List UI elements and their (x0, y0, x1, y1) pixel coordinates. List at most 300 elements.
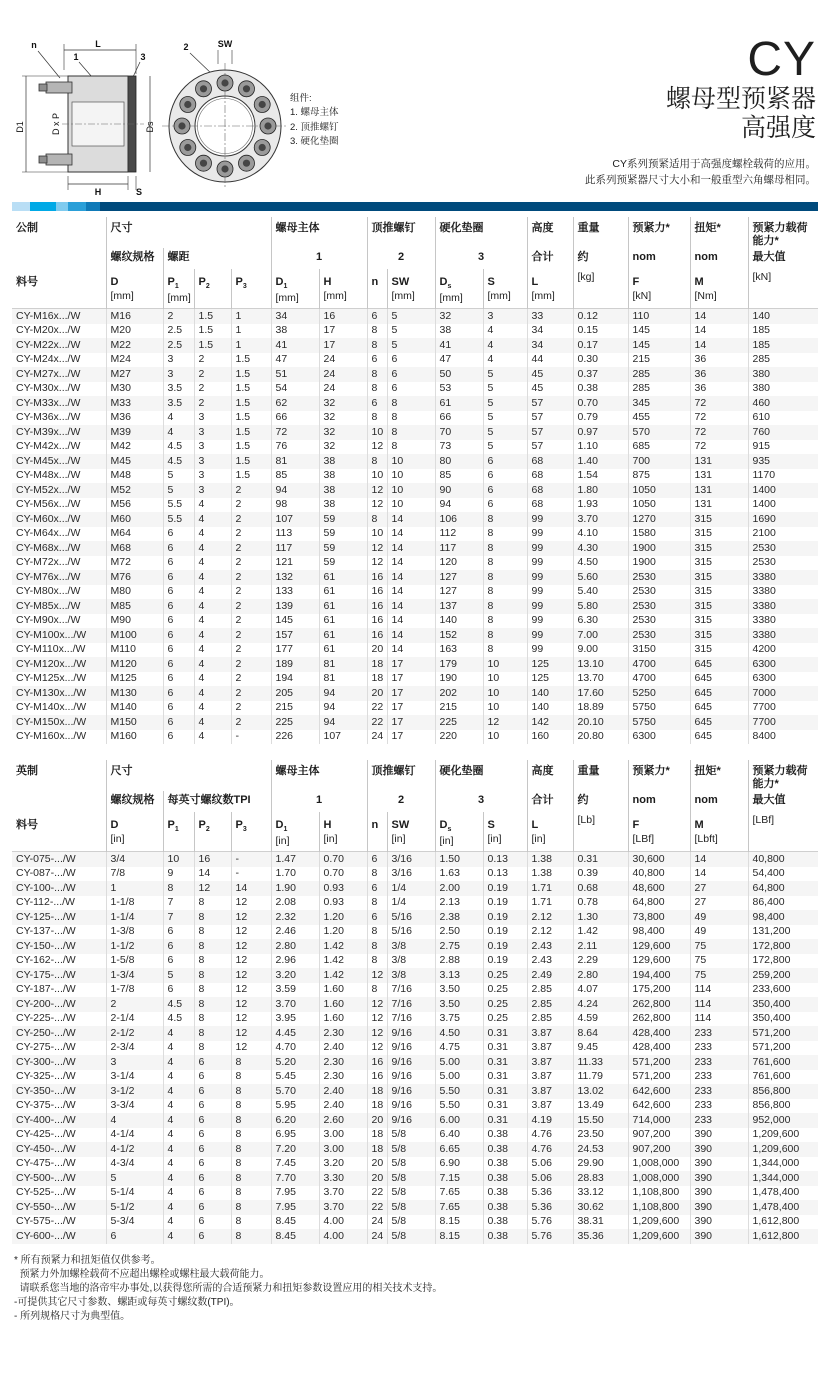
column-header-cell: SW [in] (387, 812, 435, 852)
table-cell: 4 (194, 556, 231, 571)
table-cell: 10 (163, 852, 194, 867)
table-cell: 6.95 (271, 1128, 319, 1143)
table-cell: 4200 (748, 643, 818, 658)
table-cell: 1.5 (231, 367, 271, 382)
table-cell: 6 (163, 614, 194, 629)
table-cell: 172,800 (748, 939, 818, 954)
table-cell: 12 (367, 498, 387, 513)
table-cell: 2.60 (319, 1113, 367, 1128)
table-cell: 57 (527, 440, 573, 455)
table-cell: 8 (483, 512, 527, 527)
table-cell: 1,612,800 (748, 1229, 818, 1244)
table-cell: 3380 (748, 585, 818, 600)
table-cell: 10 (387, 469, 435, 484)
table-cell: 1.5 (231, 411, 271, 426)
table-cell: 315 (690, 541, 748, 556)
table-cell: 5 (106, 1171, 163, 1186)
table-cell: 4.30 (573, 541, 628, 556)
header-group-cell: 预紧力载荷能力* (748, 217, 818, 248)
table-cell: 4 (163, 425, 194, 440)
table-cell: 41 (271, 338, 319, 353)
table-cell: CY-350-.../W (16, 1084, 76, 1097)
table-cell: - (231, 730, 271, 745)
table-cell: 571,200 (628, 1070, 690, 1085)
table-cell: 233 (690, 1113, 748, 1128)
table-cell: CY-M110x.../W (16, 643, 86, 656)
table-cell: 12 (231, 997, 271, 1012)
table-cell: 5/8 (387, 1142, 435, 1157)
table-cell: 0.31 (483, 1041, 527, 1056)
table-cell: 20 (367, 643, 387, 658)
table-row (12, 570, 818, 585)
table-cell: 875 (628, 469, 690, 484)
table-cell: 3 (163, 353, 194, 368)
table-row (12, 1128, 818, 1143)
dim-label-DxP: D x P (51, 112, 61, 136)
table-cell: CY-550-.../W (16, 1200, 76, 1213)
legend-item-2: 2. 顶推螺钉 (290, 121, 339, 133)
table-cell: CY-M72x.../W (16, 556, 81, 569)
table-row (12, 382, 818, 397)
table-cell: 24 (367, 1229, 387, 1244)
table-row (12, 701, 818, 716)
table-cell: 2 (231, 541, 271, 556)
table-row (12, 954, 818, 969)
table-cell: 5/8 (387, 1200, 435, 1215)
table-cell: 1.42 (319, 939, 367, 954)
table-cell: CY-M52x.../W (16, 483, 81, 496)
table-cell: 7.00 (573, 628, 628, 643)
series-description (585, 156, 816, 189)
table-row (12, 483, 818, 498)
table-cell: 12 (231, 1026, 271, 1041)
table-cell: CY-M120x.../W (16, 657, 87, 670)
table-cell: 10 (387, 498, 435, 513)
table-cell: 8 (194, 983, 231, 998)
table-cell: 2.50 (435, 925, 483, 940)
table-cell: CY-425-.../W (16, 1128, 76, 1141)
table-cell: 380 (748, 382, 818, 397)
table-cell: 1400 (748, 483, 818, 498)
table-cell: 17 (387, 715, 435, 730)
table-cell: 2 (231, 657, 271, 672)
table-cell: 761,600 (748, 1070, 818, 1085)
table-cell: 2.12 (527, 925, 573, 940)
table-cell: 935 (748, 454, 818, 469)
table-cell: 24.53 (573, 1142, 628, 1157)
table-cell: 1,209,600 (628, 1215, 690, 1230)
header-group-cell: 高度 (527, 217, 573, 248)
table-cell: 17.60 (573, 686, 628, 701)
table-cell: 2.12 (527, 910, 573, 925)
table-cell: 4 (163, 1128, 194, 1143)
table-cell: 225 (435, 715, 483, 730)
table-cell: 8 (367, 867, 387, 882)
table-cell: M36 (106, 411, 163, 426)
table-cell: 14 (690, 338, 748, 353)
table-cell: 40,800 (748, 852, 818, 867)
table-cell: 85 (271, 469, 319, 484)
table-cell: 3.87 (527, 1026, 573, 1041)
metric-table (12, 217, 818, 744)
series-subtitle: 螺母型预紧器 (665, 84, 816, 113)
table-cell: 12 (367, 1026, 387, 1041)
table-cell: 6 (163, 672, 194, 687)
table-cell: 1-5/8 (106, 954, 163, 969)
table-cell: 8 (483, 541, 527, 556)
table-cell: 0.31 (483, 1055, 527, 1070)
table-cell: 4 (483, 353, 527, 368)
table-cell: 2.32 (271, 910, 319, 925)
table-cell: 68 (527, 469, 573, 484)
table-cell: 4 (194, 643, 231, 658)
table-cell: 54 (271, 382, 319, 397)
table-cell: 1,209,600 (628, 1229, 690, 1244)
table-cell: 2 (231, 715, 271, 730)
table-cell: CY-087-.../W (16, 867, 76, 880)
table-cell: 6 (483, 498, 527, 513)
table-cell: 6 (194, 1055, 231, 1070)
table-cell: M45 (106, 454, 163, 469)
table-cell: 3380 (748, 628, 818, 643)
table-cell: 90 (435, 483, 483, 498)
table-cell: 3380 (748, 570, 818, 585)
table-cell: 5.95 (271, 1099, 319, 1114)
table-cell: 16 (319, 309, 367, 324)
table-cell: 2.13 (435, 896, 483, 911)
table-cell: 22 (367, 1200, 387, 1215)
table-cell: 760 (748, 425, 818, 440)
table-row (12, 396, 818, 411)
table-cell: CY-M27x.../W (16, 367, 81, 380)
table-cell: 5.00 (435, 1070, 483, 1085)
table-row (12, 1142, 818, 1157)
table-cell: 571,200 (748, 1026, 818, 1041)
table-cell: 125 (527, 657, 573, 672)
table-cell: 0.25 (483, 983, 527, 998)
header-group-cell (12, 791, 106, 812)
description-line-1: CY系列预紧适用于高强度螺栓载荷的应用。 (612, 157, 816, 170)
table-cell: 4.70 (271, 1041, 319, 1056)
table-cell: 4.50 (573, 556, 628, 571)
table-cell: CY-M130x.../W (16, 686, 87, 699)
table-cell: 61 (319, 628, 367, 643)
table-cell: 132 (271, 570, 319, 585)
table-cell: 4 (163, 1070, 194, 1085)
table-cell: 1.5 (194, 338, 231, 353)
table-cell: 4 (194, 657, 231, 672)
table-cell: 390 (690, 1142, 748, 1157)
table-cell: 3.50 (435, 983, 483, 998)
table-cell: 907,200 (628, 1128, 690, 1143)
table-cell: 2.30 (319, 1070, 367, 1085)
column-header-cell: S [mm] (483, 269, 527, 309)
table-row (12, 1157, 818, 1172)
table-cell: 16 (367, 599, 387, 614)
table-cell: 16 (367, 1070, 387, 1085)
table-cell: 9/16 (387, 1113, 435, 1128)
table-cell: 8 (231, 1215, 271, 1230)
table-cell: 6 (163, 701, 194, 716)
table-cell: 3 (194, 425, 231, 440)
table-cell: 12 (367, 997, 387, 1012)
table-cell: 7/16 (387, 997, 435, 1012)
table-cell: 64,800 (628, 896, 690, 911)
table-cell: 73,800 (628, 910, 690, 925)
table-cell: 6 (194, 1070, 231, 1085)
table-cell: 2530 (748, 541, 818, 556)
table-cell: 20 (367, 1157, 387, 1172)
table-cell: 114 (690, 997, 748, 1012)
table-cell: 315 (690, 614, 748, 629)
table-cell: 262,800 (628, 997, 690, 1012)
table-cell: 36 (690, 353, 748, 368)
table-cell: 38 (271, 324, 319, 339)
table-cell: 2.46 (271, 925, 319, 940)
table-cell: 13.49 (573, 1099, 628, 1114)
table-cell: - (231, 867, 271, 882)
table-cell: 4700 (628, 672, 690, 687)
table-cell: M24 (106, 353, 163, 368)
table-cell: 59 (319, 556, 367, 571)
table-cell: 1,008,000 (628, 1157, 690, 1172)
table-cell: 3.13 (435, 968, 483, 983)
table-cell: 1.5 (194, 309, 231, 324)
table-cell: 8 (367, 512, 387, 527)
table-row (12, 657, 818, 672)
table-cell: 390 (690, 1157, 748, 1172)
table-cell: 61 (319, 585, 367, 600)
table-row (12, 1026, 818, 1041)
footnote-line-4: -可提供其它尺寸参数、螺距或每英寸螺纹数(TPI)。 (14, 1296, 240, 1308)
table-cell: 5 (483, 367, 527, 382)
column-header-cell: S [in] (483, 812, 527, 852)
table-cell: 4 (163, 1171, 194, 1186)
table-cell: 1.38 (527, 852, 573, 867)
table-cell: 14 (387, 527, 435, 542)
table-cell: 761,600 (748, 1055, 818, 1070)
table-cell: 1.60 (319, 1012, 367, 1027)
table-cell: 8 (367, 983, 387, 998)
table-cell: 2.30 (319, 1055, 367, 1070)
header-group-cell: 最大值 (748, 791, 818, 812)
table-cell: 226 (271, 730, 319, 745)
header-group-cell: 重量 (573, 760, 628, 791)
table-cell: 8 (194, 896, 231, 911)
table-cell: CY-M24x.../W (16, 353, 81, 366)
table-cell: 2.80 (271, 939, 319, 954)
table-cell: 2100 (748, 527, 818, 542)
table-cell: 114 (690, 1012, 748, 1027)
table-cell: M140 (106, 701, 163, 716)
table-cell: 8 (367, 382, 387, 397)
table-cell: 4.10 (573, 527, 628, 542)
table-cell: 5 (483, 382, 527, 397)
table-cell: 44 (527, 353, 573, 368)
table-cell: 3-1/4 (106, 1070, 163, 1085)
table-cell: CY-475-.../W (16, 1157, 76, 1170)
table-cell: 0.97 (573, 425, 628, 440)
table-cell: 18 (367, 1084, 387, 1099)
table-cell: 131 (690, 454, 748, 469)
footnote-line-2: 预紧力外加螺栓载荷不应超出螺栓或螺柱最大载荷能力。 (14, 1268, 270, 1280)
table-cell: CY-500-.../W (16, 1171, 76, 1184)
table-row (12, 643, 818, 658)
table-cell: 17 (387, 657, 435, 672)
table-cell: CY-M76x.../W (16, 570, 81, 583)
header-group-cell: 扭矩* (690, 760, 748, 791)
column-header-cell: [kN] (748, 269, 818, 309)
table-cell: 85 (435, 469, 483, 484)
table-cell: 285 (628, 367, 690, 382)
table-cell: 9 (163, 867, 194, 882)
table-cell: 645 (690, 686, 748, 701)
table-cell: 220 (435, 730, 483, 745)
table-cell: 17 (319, 324, 367, 339)
table-cell: 8 (231, 1099, 271, 1114)
table-cell: 3-3/4 (106, 1099, 163, 1114)
table-cell: 6.30 (573, 614, 628, 629)
table-cell: 17 (387, 686, 435, 701)
table-cell: CY-400-.../W (16, 1113, 76, 1126)
table-cell: 125 (527, 672, 573, 687)
table-cell: CY-M85x.../W (16, 599, 81, 612)
header-group-cell: 螺距 (163, 248, 271, 269)
table-cell: 9.45 (573, 1041, 628, 1056)
table-cell: 3.70 (319, 1200, 367, 1215)
table-cell: 1,008,000 (628, 1171, 690, 1186)
table-cell: M90 (106, 614, 163, 629)
table-cell: 16 (367, 585, 387, 600)
table-cell: 40,800 (628, 867, 690, 882)
table-cell: 4.19 (527, 1113, 573, 1128)
table-cell: 8 (367, 324, 387, 339)
table-cell: 2 (194, 353, 231, 368)
table-cell: 3.5 (163, 396, 194, 411)
table-cell: 36 (690, 367, 748, 382)
table-cell: 13.70 (573, 672, 628, 687)
column-header-cell: D [in] (106, 812, 163, 852)
table-cell: 75 (690, 939, 748, 954)
table-cell: 8 (231, 1084, 271, 1099)
imperial-table (12, 760, 818, 1244)
table-cell: 1.5 (231, 425, 271, 440)
table-cell: 107 (271, 512, 319, 527)
column-header-cell: F [LBf] (628, 812, 690, 852)
table-cell: 315 (690, 527, 748, 542)
table-cell: 2.75 (435, 939, 483, 954)
table-cell: 7/8 (106, 867, 163, 882)
table-cell: 233 (690, 1099, 748, 1114)
table-row (12, 1229, 818, 1244)
table-cell: 8 (483, 614, 527, 629)
table-cell: CY-575-.../W (16, 1215, 76, 1228)
table-cell: 4 (194, 715, 231, 730)
table-cell: 215 (435, 701, 483, 716)
table-cell: 36 (690, 382, 748, 397)
table-cell: 8 (194, 968, 231, 983)
table-cell: 99 (527, 643, 573, 658)
table-cell: M22 (106, 338, 163, 353)
table-cell: 1,612,800 (748, 1215, 818, 1230)
table-cell: 14 (387, 556, 435, 571)
table-row (12, 1113, 818, 1128)
table-cell: 14 (387, 599, 435, 614)
table-cell: 22 (367, 701, 387, 716)
table-cell: M60 (106, 512, 163, 527)
table-cell: 7.70 (271, 1171, 319, 1186)
table-cell: 6.00 (435, 1113, 483, 1128)
table-cell: 1.71 (527, 881, 573, 896)
column-header-cell: n (367, 269, 387, 309)
table-cell: 0.68 (573, 881, 628, 896)
table-cell: 3 (194, 440, 231, 455)
table-cell: 110 (628, 309, 690, 324)
table-cell: 12 (194, 881, 231, 896)
table-cell: 262,800 (628, 1012, 690, 1027)
table-cell: 99 (527, 570, 573, 585)
table-cell: 1 (231, 324, 271, 339)
table-cell: 6 (163, 983, 194, 998)
table-cell: 8 (231, 1142, 271, 1157)
table-cell: 4.50 (435, 1026, 483, 1041)
table-cell: 645 (690, 730, 748, 745)
table-row (12, 338, 818, 353)
table-cell: 2.08 (271, 896, 319, 911)
table-cell: 1,108,800 (628, 1186, 690, 1201)
table-cell: 189 (271, 657, 319, 672)
table-cell: 18.89 (573, 701, 628, 716)
table-cell: 12 (231, 954, 271, 969)
table-cell: CY-M125x.../W (16, 672, 87, 685)
table-row (12, 715, 818, 730)
table-cell: 12 (231, 968, 271, 983)
table-cell: 315 (690, 570, 748, 585)
table-row (12, 672, 818, 687)
table-cell: 6 (194, 1215, 231, 1230)
table-cell: 3 (194, 469, 231, 484)
table-cell: CY-125-.../W (16, 910, 76, 923)
table-cell: 5.06 (527, 1157, 573, 1172)
table-cell: 2 (231, 614, 271, 629)
table-cell: 3 (194, 411, 231, 426)
column-header-cell: M [Nm] (690, 269, 748, 309)
table-cell: 27 (690, 896, 748, 911)
table-cell: 99 (527, 541, 573, 556)
table-cell: 57 (527, 425, 573, 440)
table-cell: CY-525-.../W (16, 1186, 76, 1199)
table-cell: 5/8 (387, 1229, 435, 1244)
table-cell: 7.65 (435, 1200, 483, 1215)
table-cell: 8 (483, 585, 527, 600)
table-cell: 6 (367, 309, 387, 324)
table-cell: 4 (106, 1113, 163, 1128)
table-cell: 15.50 (573, 1113, 628, 1128)
table-cell: 714,000 (628, 1113, 690, 1128)
table-cell: 3/16 (387, 852, 435, 867)
table-cell: 6300 (628, 730, 690, 745)
table-cell: 1.63 (435, 867, 483, 882)
table-cell: - (231, 852, 271, 867)
table-cell: 3.87 (527, 1099, 573, 1114)
table-cell: 185 (748, 338, 818, 353)
table-cell: M110 (106, 643, 163, 658)
table-cell: 315 (690, 585, 748, 600)
table-cell: 12 (231, 1012, 271, 1027)
table-cell: 11.79 (573, 1070, 628, 1085)
table-cell: 12 (367, 541, 387, 556)
table-cell: 3 (163, 367, 194, 382)
